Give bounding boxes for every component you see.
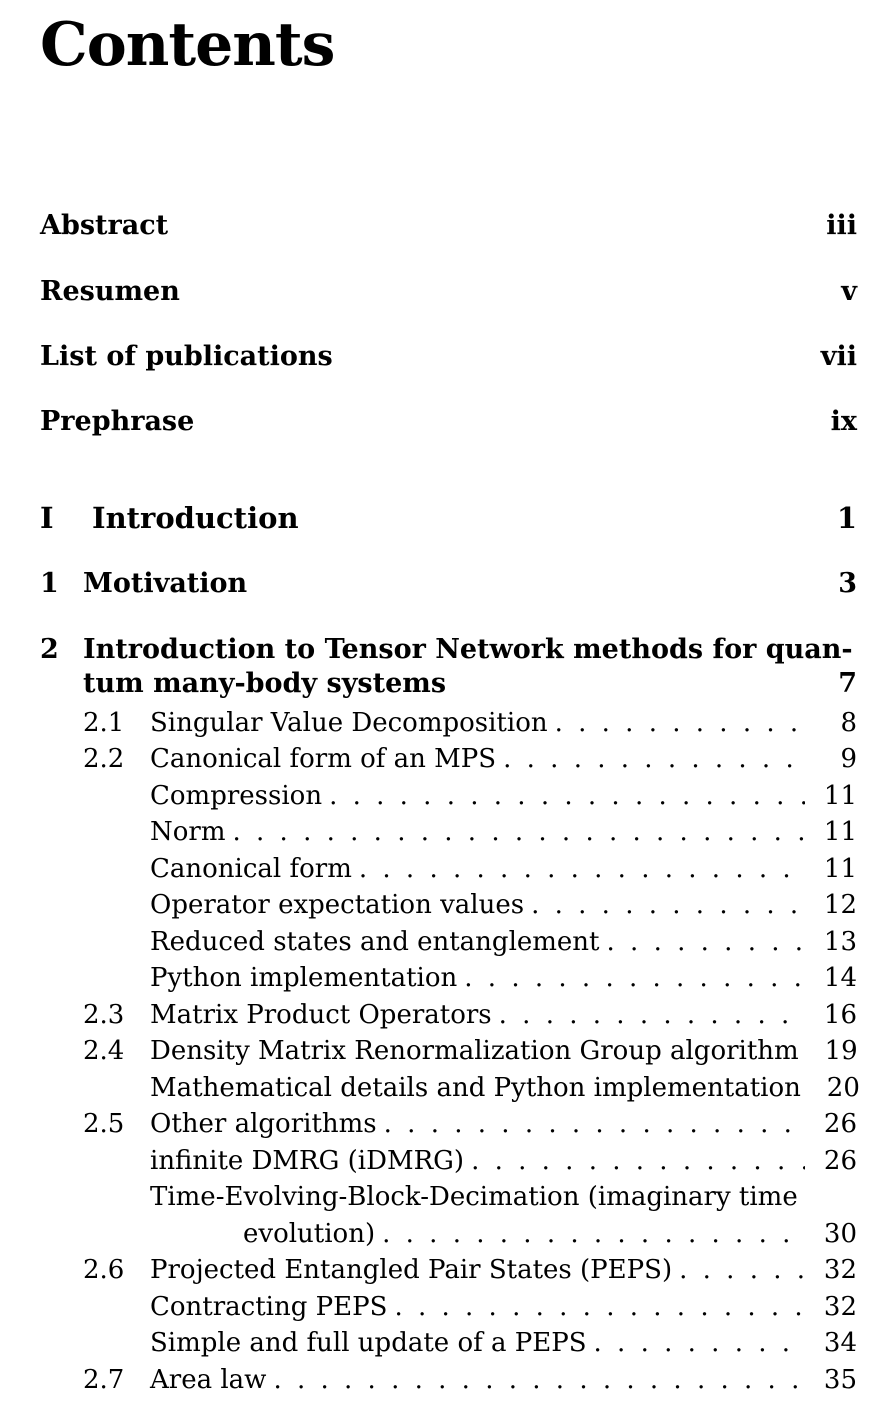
chapter-number: 1 [40, 568, 59, 599]
subsection-label: Python implementation [150, 963, 458, 994]
section-number: 2.6 [83, 1255, 125, 1286]
dot-leader [531, 887, 805, 924]
entry-label: List of publications [40, 340, 333, 372]
section-page: 35 [823, 1364, 857, 1395]
page-title: Contents [40, 10, 335, 80]
chapter-page: 3 [838, 568, 857, 599]
subsection-entry-compression[interactable] [40, 778, 857, 815]
subsection-entry-operator-expectation[interactable] [40, 887, 857, 924]
subsection-label: Reduced states and entanglement [150, 926, 600, 957]
dot-leader [503, 741, 805, 778]
section-page: 26 [823, 1145, 857, 1176]
chapter-entry-tensor-networks[interactable] [40, 633, 857, 667]
section-number: 2.1 [83, 707, 125, 738]
subsection-entry-simple-full-update[interactable] [40, 1325, 857, 1362]
subsection-label: Time-Evolving-Block-Decimation (imaginary time [150, 1182, 798, 1213]
dot-leader [594, 1325, 805, 1362]
subsection-label: Compression [150, 780, 323, 811]
entry-page: v [841, 275, 857, 307]
entry-label: Resumen [40, 275, 180, 307]
section-entry-2-4[interactable] [40, 1033, 857, 1070]
section-label: Area law [150, 1364, 267, 1395]
section-label: Other algorithms [150, 1109, 377, 1140]
subsection-entry-canonical-form[interactable] [40, 851, 857, 888]
chapter-label-line2: tum many-body systems [83, 667, 447, 699]
subsection-label: Contracting PEPS [150, 1291, 388, 1322]
section-label: Projected Entangled Pair States (PEPS) [150, 1255, 673, 1286]
section-page: 19 [824, 1036, 858, 1067]
subsection-entry-python-implementation[interactable] [40, 960, 857, 997]
entry-page: iii [826, 210, 857, 242]
dot-leader [329, 778, 805, 815]
section-entry-2-1[interactable] [40, 705, 857, 742]
subsection-label: Norm [150, 817, 226, 848]
part-page: 1 [836, 500, 857, 535]
subsection-label: Operator expectation values [150, 890, 525, 921]
section-entry-2-7[interactable] [40, 1362, 857, 1399]
dot-leader [555, 705, 805, 742]
part-number: I [40, 500, 54, 535]
section-number: 2.2 [83, 744, 125, 775]
section-page: 11 [823, 853, 857, 884]
section-label: Singular Value Decomposition [150, 707, 548, 738]
entry-label: Prephrase [40, 406, 195, 438]
entry-label: Abstract [40, 210, 169, 242]
subsection-label: Mathematical details and Python implementation [150, 1072, 801, 1103]
section-entry-2-5[interactable] [40, 1106, 857, 1143]
dot-leader [499, 997, 805, 1034]
subsection-entry-mathematical-details[interactable] [40, 1070, 860, 1107]
section-page: 9 [840, 744, 857, 775]
section-page: 14 [823, 963, 857, 994]
subsection-label: infinite DMRG (iDMRG) [150, 1145, 465, 1176]
dot-leader [359, 851, 805, 888]
section-page: 20 [826, 1072, 860, 1103]
part-entry[interactable] [40, 500, 857, 535]
section-number: 2.5 [83, 1109, 125, 1140]
section-page: 11 [823, 780, 857, 811]
dot-leader [607, 924, 805, 961]
subsection-entry-tebd-line1[interactable] [40, 1179, 857, 1216]
section-page: 16 [823, 999, 857, 1030]
section-page: 8 [840, 707, 857, 738]
section-page: 26 [823, 1109, 857, 1140]
part-label: Introduction [92, 500, 299, 535]
subsection-entry-contracting-peps[interactable] [40, 1289, 857, 1326]
section-page: 30 [823, 1218, 857, 1249]
frontmatter-entry-resumen[interactable] [40, 275, 857, 307]
section-entry-2-6[interactable] [40, 1252, 857, 1289]
dot-leader [382, 1216, 805, 1253]
section-page: 32 [823, 1291, 857, 1322]
dot-leader [233, 814, 806, 851]
subsection-label: Canonical form [150, 853, 352, 884]
frontmatter-entry-abstract[interactable] [40, 212, 857, 240]
chapter-entry-motivation[interactable] [40, 569, 857, 599]
entry-page: vii [820, 340, 857, 372]
subsection-entry-tebd-line2[interactable] [40, 1216, 857, 1253]
entry-page: ix [830, 406, 857, 438]
dot-leader [273, 1362, 805, 1399]
section-page: 34 [823, 1328, 857, 1359]
section-entry-2-2[interactable] [40, 741, 857, 778]
dot-leader [471, 1143, 805, 1180]
section-label: Density Matrix Renormalization Group algorithm [150, 1036, 799, 1067]
section-label: Canonical form of an MPS [150, 744, 497, 775]
frontmatter-entry-publications[interactable] [40, 340, 857, 372]
section-number: 2.4 [83, 1036, 125, 1067]
subsection-label: Simple and full update of a PEPS [150, 1328, 587, 1359]
section-page: 12 [823, 890, 857, 921]
subsection-label: evolution) [243, 1218, 376, 1249]
section-page: 13 [823, 926, 857, 957]
frontmatter-entry-prephrase[interactable] [40, 408, 857, 436]
subsection-entry-reduced-states[interactable] [40, 924, 857, 961]
dot-leader [394, 1289, 805, 1326]
chapter-entry-tensor-networks-line2[interactable] [40, 667, 857, 701]
chapter-page: 7 [838, 667, 857, 699]
dot-leader [384, 1106, 805, 1143]
section-page: 11 [823, 817, 857, 848]
subsection-entry-norm[interactable] [40, 814, 857, 851]
chapter-label-line1: Introduction to Tensor Network methods for quan- [83, 633, 853, 665]
section-entry-2-3[interactable] [40, 997, 857, 1034]
chapter-number: 2 [40, 633, 59, 665]
dot-leader [679, 1252, 805, 1289]
subsection-entry-idmrg[interactable] [40, 1143, 857, 1180]
section-label: Matrix Product Operators [150, 999, 492, 1030]
section-number: 2.3 [83, 999, 125, 1030]
chapter-label: Motivation [83, 568, 248, 599]
section-number: 2.7 [83, 1364, 125, 1395]
dot-leader [464, 960, 805, 997]
section-list [40, 705, 860, 1399]
section-page: 32 [823, 1255, 857, 1286]
